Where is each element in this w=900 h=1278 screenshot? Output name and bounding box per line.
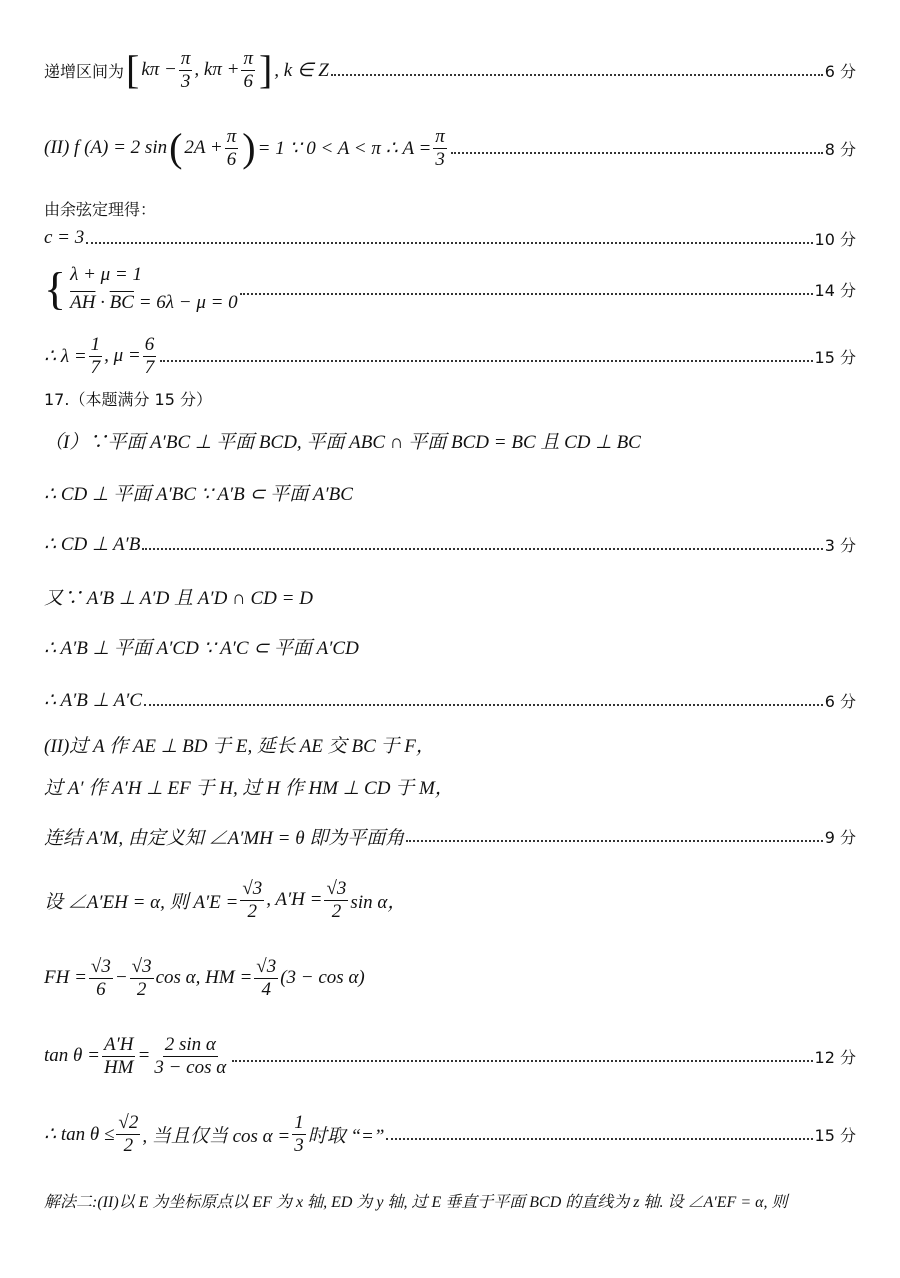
line-tan-theta <box>44 1030 856 1082</box>
l19-a: tan θ = <box>44 1045 100 1066</box>
left-brace: { <box>44 263 67 314</box>
l6-frac2: $\frac{6}{7}$ <box>144 333 155 378</box>
l19-frac1: $\frac{A'H}{HM}$ <box>103 1033 134 1078</box>
dot-leader <box>160 360 812 362</box>
l20-frac1: $\frac{√2}{2}$ <box>118 1111 139 1156</box>
dot-leader <box>386 1138 812 1140</box>
line-cd-perp-ab <box>44 530 856 558</box>
l20-c: 时取 “=” <box>307 1125 385 1147</box>
l18-c: cos α, HM = <box>155 967 253 988</box>
line-c-equals-3 <box>44 226 856 250</box>
l18-frac3: $\frac{√3}{4}$ <box>256 955 277 1000</box>
l17-frac1: $\frac{√3}{2}$ <box>242 877 263 922</box>
score-label: 6 分 <box>824 61 856 81</box>
dot-leader <box>406 840 822 842</box>
l14-text: (II)过 A 作 AE ⊥ BD 于 E, 延长 AE 交 BC 于 F， <box>44 735 435 757</box>
score-label: 8 分 <box>824 139 856 159</box>
l21-text: 解法二:(II)以 E 为坐标原点以 EF 为 x 轴, ED 为 y 轴, 过 E 垂直于平面 BCD 的直线为 z 轴. 设 ∠A′EF = α, 则 <box>44 1193 788 1211</box>
l20-frac2: $\frac{1}{3}$ <box>294 1111 304 1156</box>
line-f-of-a <box>44 124 856 172</box>
line-plane-angle <box>44 822 856 850</box>
l18-a: FH = <box>44 967 87 988</box>
score-label: 12 分 <box>814 1047 856 1067</box>
l18-b: − <box>114 967 128 988</box>
score-label: 3 分 <box>824 535 856 555</box>
line-ab-perp-ac <box>44 686 856 714</box>
line-increasing-interval <box>44 48 856 92</box>
line-fh-hm <box>44 952 856 1004</box>
line-tan-bound <box>44 1108 856 1160</box>
l5-system <box>44 261 238 318</box>
dot-leader <box>331 74 823 76</box>
l5-row1: λ + μ = 1 <box>70 263 143 285</box>
line-cosine-rule <box>44 196 856 220</box>
l19-b: = <box>137 1045 151 1066</box>
l2-frac1: $\frac{\pi}{6}$ <box>226 125 237 170</box>
l1-prefix: 递增区间为 <box>44 61 125 81</box>
l1-left-bracket: [ <box>126 47 140 92</box>
l16-text: 连结 A′M, 由定义知 ∠A′MH = θ 即为平面角 <box>44 827 405 849</box>
l6-b: , μ = <box>104 345 141 366</box>
l17-b: , A′H = <box>266 889 323 910</box>
l6-a: ∴ λ = <box>44 345 87 367</box>
l1-b: , kπ + <box>194 59 240 80</box>
l12-text: ∴ A′B ⊥ 平面 A′CD ∵ A′C ⊂ 平面 A′CD <box>44 637 359 659</box>
l20-a: ∴ tan θ ≤ <box>44 1123 115 1145</box>
l20-b: , 当且仅当 cos α = <box>142 1125 291 1147</box>
l15-text: 过 A′ 作 A′H ⊥ EF 于 H, 过 H 作 HM ⊥ CD 于 M， <box>44 777 454 799</box>
dot-leader <box>240 293 813 295</box>
l2-a: 2A + <box>184 137 223 158</box>
score-label: 9 分 <box>824 827 856 847</box>
l10-math: ∴ CD ⊥ A′B <box>44 533 141 555</box>
l6-frac1: $\frac{1}{7}$ <box>90 333 101 378</box>
line-method-two <box>44 1186 856 1214</box>
score-label: 15 分 <box>814 347 856 367</box>
l2-frac2: $\frac{\pi}{3}$ <box>435 125 445 170</box>
line-part-1-premise <box>44 426 856 454</box>
l4-math: c = 3 <box>44 227 85 248</box>
score-label: 14 分 <box>814 280 856 300</box>
l7-text: 17.（本题满分 15 分） <box>44 389 212 409</box>
l1-c: , k ∈ Z <box>274 59 329 81</box>
dot-leader <box>86 242 812 244</box>
l13-math: ∴ A′B ⊥ A′C <box>44 689 143 711</box>
l18-frac2: $\frac{√3}{2}$ <box>131 955 152 1000</box>
l1-a: kπ − <box>141 59 177 80</box>
l2-left-paren: ( <box>169 125 183 170</box>
line-cd-perp-plane <box>44 478 856 506</box>
line-part-2-construct-e <box>44 730 856 758</box>
dot-leader <box>451 152 823 154</box>
l18-frac1: $\frac{√3}{6}$ <box>90 955 111 1000</box>
dot-leader <box>232 1060 812 1062</box>
l2-prefix: (II) f (A) = 2 sin <box>44 137 168 158</box>
line-equation-system <box>44 260 856 318</box>
l9-text: ∴ CD ⊥ 平面 A′BC ∵ A′B ⊂ 平面 A′BC <box>44 483 353 505</box>
line-ab-perp-plane-acd <box>44 632 856 660</box>
score-label: 10 分 <box>814 229 856 249</box>
l3-text: 由余弦定理得： <box>44 199 157 219</box>
line-set-alpha <box>44 874 856 926</box>
line-lambda-mu <box>44 334 856 378</box>
l17-frac2: $\frac{√3}{2}$ <box>326 877 347 922</box>
dot-leader <box>144 704 823 706</box>
l1-right-bracket: ] <box>258 47 273 92</box>
l8-text: （I）∵平面 A′BC ⊥ 平面 BCD, 平面 ABC ∩ 平面 BCD = BC 且 CD ⊥ BC <box>44 431 641 453</box>
line-ab-perp-ad <box>44 582 856 610</box>
l11-text: 又∵ A′B ⊥ A′D 且 A′D ∩ CD = D <box>44 587 313 609</box>
dot-leader <box>142 548 822 550</box>
line-question-17-title <box>44 386 856 410</box>
l2-b: = 1 ∵ 0 < A < π ∴ A = <box>257 137 432 159</box>
l1-frac2: $\frac{\pi}{6}$ <box>243 47 253 92</box>
l18-d: (3 − cos α) <box>280 967 365 988</box>
score-label: 15 分 <box>814 1125 856 1145</box>
l17-a: 设 ∠A′EH = α, 则 A′E = <box>44 891 239 913</box>
score-label: 6 分 <box>824 691 856 711</box>
l17-c: sin α， <box>350 891 407 913</box>
l2-right-paren: ) <box>242 125 256 170</box>
line-construct-h-m <box>44 772 856 800</box>
l19-frac2: $\frac{\text{2 sin α}}{\text{3 − cos α}}$ <box>154 1033 227 1078</box>
l1-frac1: $\frac{\pi}{3}$ <box>180 47 191 92</box>
l5-row2: $\overline{AH} \cdot \overline{BC} = 6\lambda - \mu = 0$ <box>70 292 238 313</box>
